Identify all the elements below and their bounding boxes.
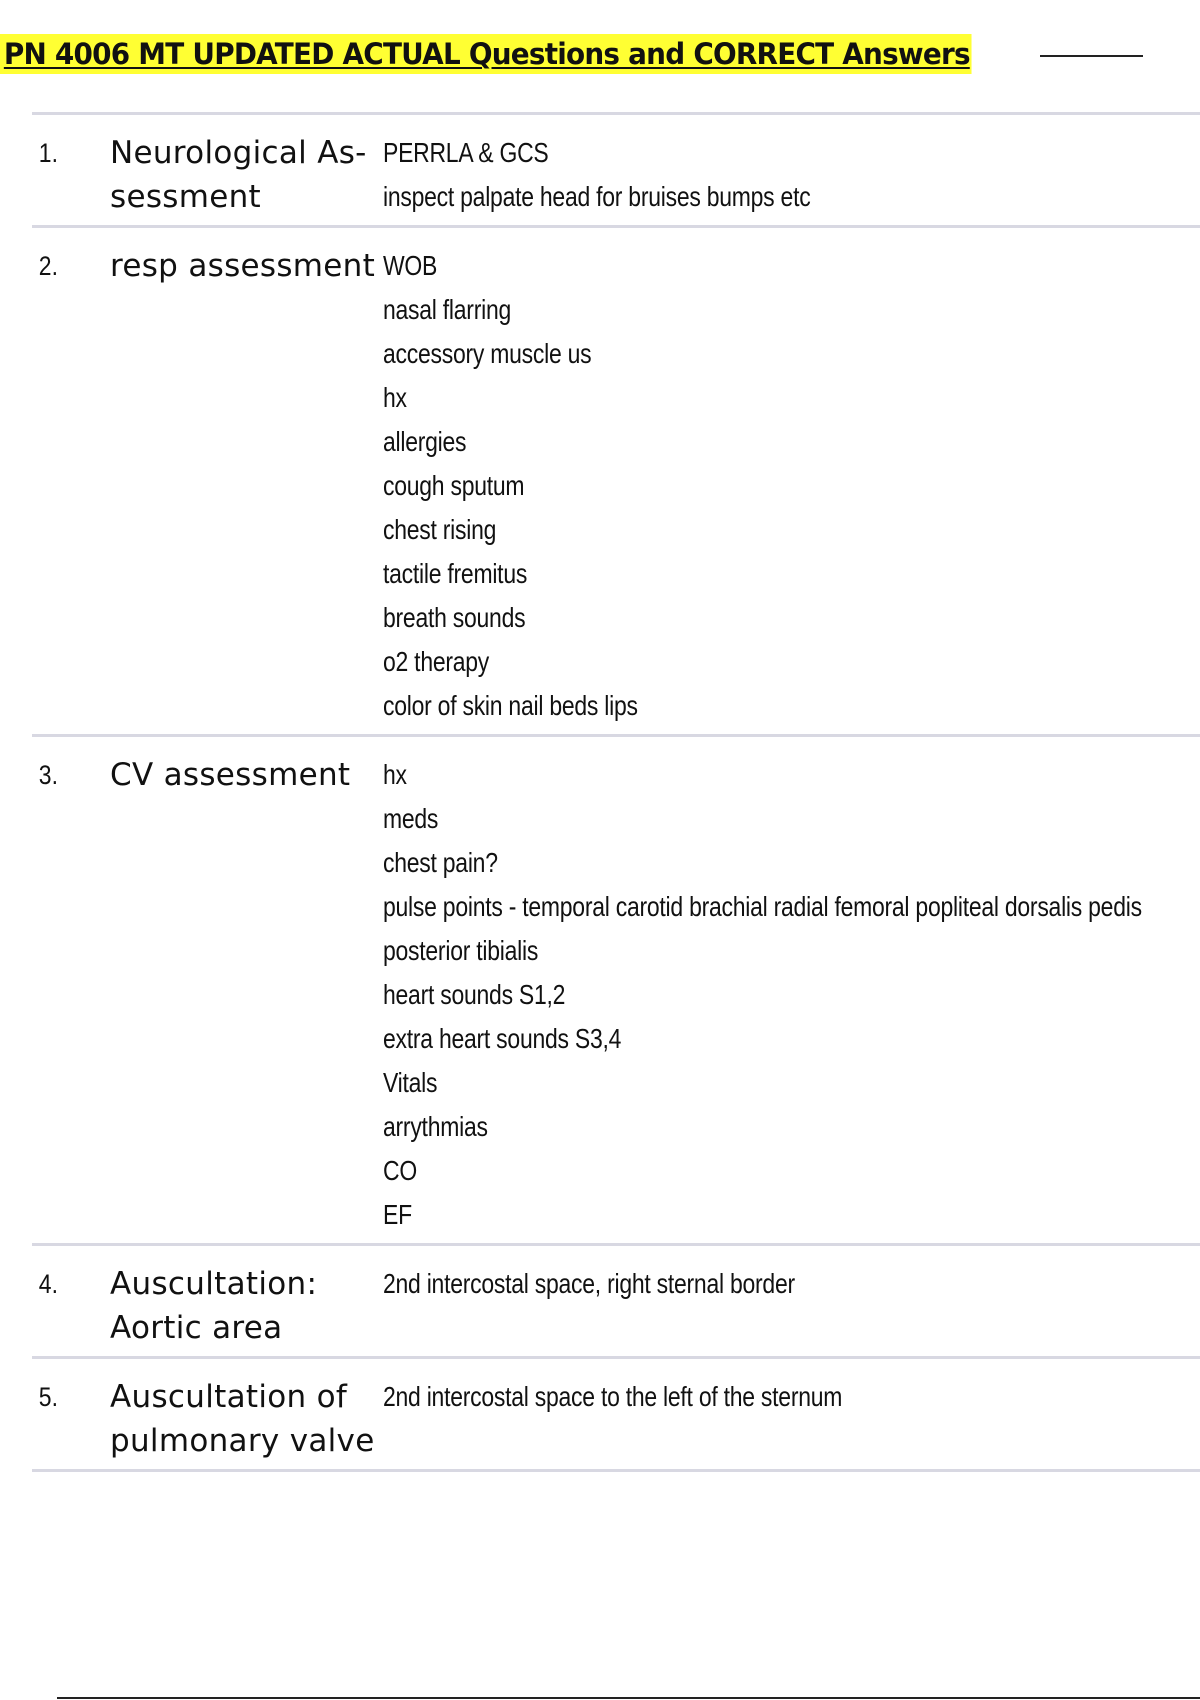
title-rule xyxy=(1040,55,1143,57)
footer-rule xyxy=(57,1697,1200,1699)
qa-row xyxy=(32,115,1200,228)
qa-list xyxy=(32,112,1200,1472)
qa-row xyxy=(32,228,1200,737)
answer-line: pulse points - temporal carotid brachial radial femoral popliteal dorsalis pedis xyxy=(383,891,1142,922)
answer-line: chest rising xyxy=(383,514,497,545)
question-term: Neurological As- sessment xyxy=(110,135,367,215)
answer-line: hx xyxy=(383,382,407,413)
answer-line: CO xyxy=(383,1155,417,1186)
answer-line: meds xyxy=(383,803,439,834)
answer xyxy=(380,244,1200,728)
answer-line: cough sputum xyxy=(383,470,525,501)
answer-line: color of skin nail beds lips xyxy=(383,690,638,721)
question-term: CV assessment xyxy=(110,757,351,793)
answer-line: 2nd intercostal space, right sternal border xyxy=(383,1268,795,1299)
answer-line: posterior tibialis xyxy=(383,935,539,966)
answer-line: breath sounds xyxy=(383,602,526,633)
answer-line: 2nd intercostal space to the left of the sternum xyxy=(383,1381,843,1412)
question-number: 1. xyxy=(38,138,58,168)
answer xyxy=(380,1262,1200,1350)
answer-line: hx xyxy=(383,759,407,790)
document-title-area xyxy=(0,34,1145,74)
answer-line: extra heart sounds S3,4 xyxy=(383,1023,622,1054)
answer xyxy=(380,1375,1200,1463)
answer-line: EF xyxy=(383,1199,412,1230)
question-term: Auscultation of pulmonary valve xyxy=(110,1379,375,1459)
answer-line: chest pain? xyxy=(383,847,498,878)
qa-row xyxy=(32,1246,1200,1359)
answer-line: accessory muscle us xyxy=(383,338,592,369)
answer-line: WOB xyxy=(383,250,438,281)
question-number: 3. xyxy=(38,760,58,790)
answer-line: tactile fremitus xyxy=(383,558,528,589)
question-term: resp assessment xyxy=(110,248,376,284)
answer-line: heart sounds S1,2 xyxy=(383,979,566,1010)
answer-line: nasal flarring xyxy=(383,294,512,325)
answer xyxy=(380,131,1200,219)
qa-row xyxy=(32,737,1200,1246)
question-number: 4. xyxy=(38,1269,58,1299)
answer xyxy=(380,753,1200,1237)
answer-line: allergies xyxy=(383,426,467,457)
answer-line: Vitals xyxy=(383,1067,438,1098)
answer-line: PERRLA & GCS xyxy=(383,137,549,168)
question-number: 2. xyxy=(38,251,58,281)
question-number: 5. xyxy=(38,1382,58,1412)
qa-row xyxy=(32,1359,1200,1472)
answer-line: inspect palpate head for bruises bumps etc xyxy=(383,181,811,212)
document-title: PN 4006 MT UPDATED ACTUAL Questions and CORRECT Answers xyxy=(0,34,972,74)
answer-line: o2 therapy xyxy=(383,646,490,677)
answer-line: arrythmias xyxy=(383,1111,488,1142)
question-term: Auscultation: Aortic area xyxy=(110,1266,318,1346)
